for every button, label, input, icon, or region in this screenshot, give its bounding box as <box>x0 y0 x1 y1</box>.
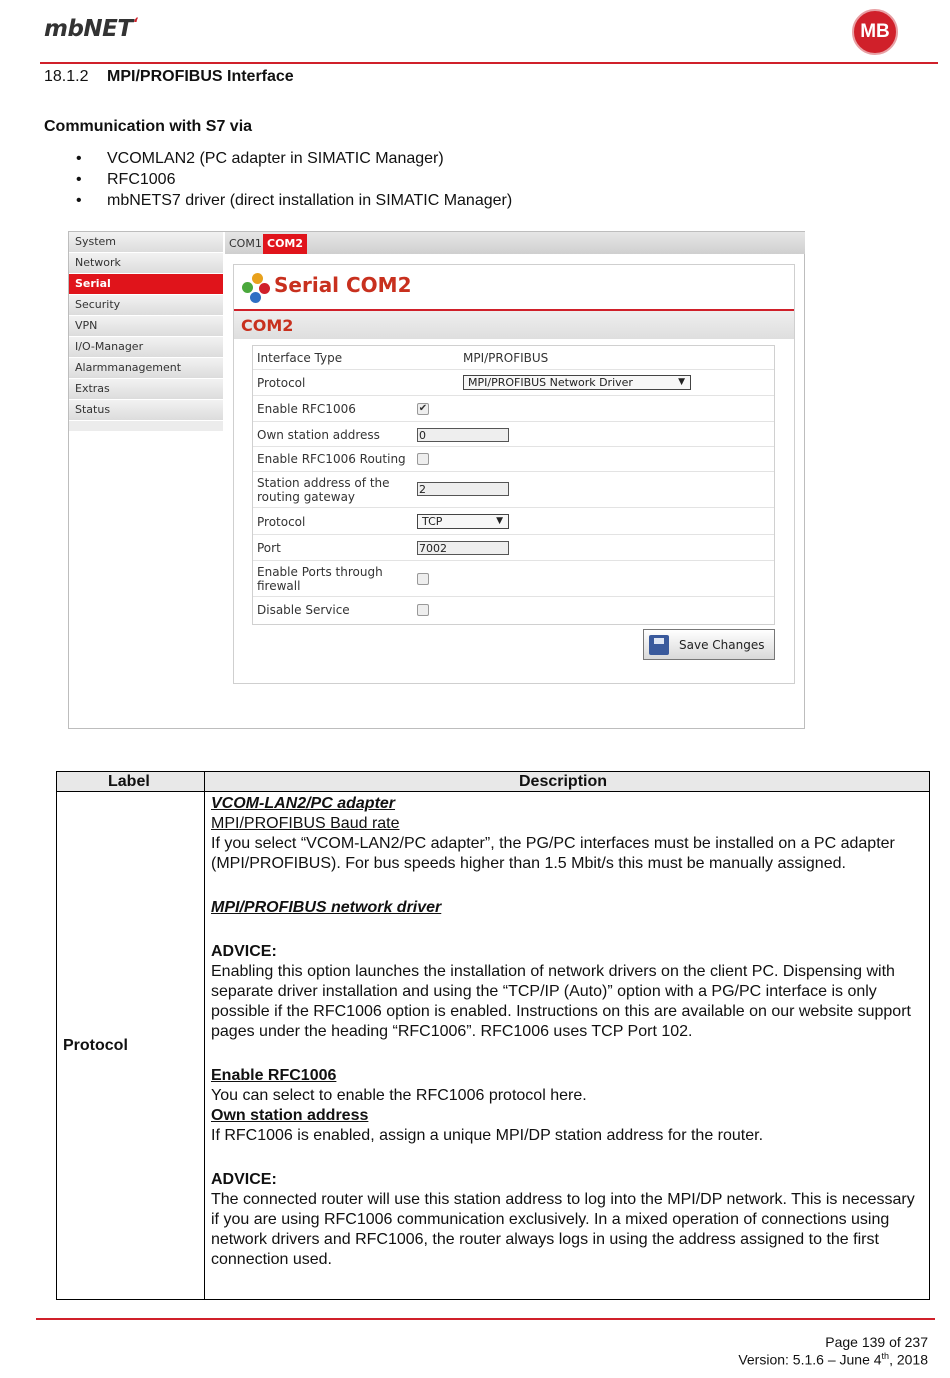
serial-settings-form <box>252 345 775 625</box>
desc-baud-rate: MPI/PROFIBUS Baud rate <box>211 815 400 832</box>
save-changes-button[interactable]: Save Changes <box>643 629 775 660</box>
firewall-checkbox[interactable] <box>417 573 429 585</box>
sidebar-item-system[interactable]: System <box>69 232 223 252</box>
form-row-routing-gateway <box>253 472 774 508</box>
tab-bar <box>225 232 805 254</box>
protocol-tcp-label: Protocol <box>257 515 306 529</box>
desc-advice-1: ADVICE: <box>211 943 277 960</box>
section-title: MPI/PROFIBUS Interface <box>107 68 294 85</box>
mb-badge-logo: MB <box>852 9 898 55</box>
save-icon <box>649 635 669 655</box>
description-cell <box>211 794 927 1270</box>
header-rule <box>40 62 938 64</box>
tab-com1[interactable]: COM1 <box>229 237 262 250</box>
desc-own-station-advice-text: The connected router will use this station address to log into the MPI/DP network. This is necessary if you are using RFC1006 communication exclusively. In a mixed operation of connections using network drivers and RFC1006, the router always logs in using the address assigned to the first connection used. <box>211 1191 915 1268</box>
header-description: Description <box>519 773 608 790</box>
desc-vcom-title: VCOM-LAN2/PC adapter <box>211 795 396 812</box>
disable-service-label: Disable Service <box>257 603 350 617</box>
desc-network-driver-text: Enabling this option launches the installation of network drivers on the client PC. Dispensing with separate driver installation and using the “TCP/IP (Auto)” option with a PG/PC interface is only possible if the RFC1006 option is enabled. Instructions on this are available on our website support pages under the heading “RFC1006”. RFC1006 uses TCP Port 102. <box>211 963 911 1040</box>
sidebar-item-serial[interactable]: Serial <box>69 274 223 294</box>
enable-routing-checkbox[interactable] <box>417 453 429 465</box>
enable-routing-label: Enable RFC1006 Routing <box>257 452 406 466</box>
own-station-input[interactable]: 0 <box>417 428 509 442</box>
sidebar-nav <box>69 232 223 431</box>
sidebar-item-extras[interactable]: Extras <box>69 379 223 399</box>
form-row-disable-service <box>253 597 774 624</box>
enable-rfc1006-checkbox[interactable]: ✔ <box>418 403 428 414</box>
desc-own-station-title: Own station address <box>211 1107 369 1124</box>
form-row-protocol-tcp <box>253 508 774 535</box>
panel-title: Serial COM2 <box>274 273 412 297</box>
protocol-label: Protocol <box>257 376 306 390</box>
port-input[interactable]: 7002 <box>417 541 509 555</box>
protocol-tcp-select[interactable]: TCP ▼ <box>417 514 509 529</box>
disable-service-checkbox[interactable] <box>417 604 429 616</box>
enable-rfc1006-label: Enable RFC1006 <box>257 402 356 416</box>
sidebar-item-status[interactable]: Status <box>69 400 223 420</box>
form-row-enable-rfc1006 <box>253 396 774 422</box>
table-header-row <box>57 772 929 792</box>
ui-screenshot <box>68 231 805 729</box>
footer-rule <box>36 1318 935 1320</box>
form-row-protocol <box>253 370 774 396</box>
intro-heading: Communication with S7 via <box>44 118 253 135</box>
routing-gateway-label: Station address of the routing gateway <box>257 476 390 504</box>
sidebar-item-alarmmanagement[interactable]: Alarmmanagement <box>69 358 223 378</box>
sidebar-filler <box>69 421 223 431</box>
serial-panel <box>233 264 795 684</box>
desc-network-driver-title: MPI/PROFIBUS network driver <box>211 899 442 916</box>
form-row-rfc1006-routing <box>253 447 774 472</box>
own-station-label: Own station address <box>257 428 380 442</box>
form-row-interface-type <box>253 346 774 370</box>
puzzle-icon <box>242 273 272 303</box>
panel-subtitle-bar <box>234 311 794 339</box>
tab-com2[interactable]: COM2 <box>263 234 307 254</box>
routing-gateway-input[interactable]: 2 <box>417 482 509 496</box>
desc-own-station-text: If RFC1006 is enabled, assign a unique MPI/DP station address for the router. <box>211 1127 764 1144</box>
dropdown-arrow-icon: ▼ <box>496 516 503 526</box>
form-row-firewall <box>253 561 774 597</box>
desc-enable-rfc1006-title: Enable RFC1006 <box>211 1067 337 1084</box>
version-info: Version: 5.1.6 – June 4th, 2018 <box>738 1351 928 1368</box>
protocol-select[interactable]: MPI/PROFIBUS Network Driver ▼ <box>463 375 691 390</box>
desc-advice-2: ADVICE: <box>211 1171 277 1188</box>
form-row-own-station <box>253 422 774 447</box>
dropdown-arrow-icon: ▼ <box>678 377 685 387</box>
description-table <box>56 771 930 1300</box>
row-label-protocol: Protocol <box>63 1037 128 1054</box>
sidebar-item-vpn[interactable]: VPN <box>69 316 223 336</box>
mbnet-logo: mbNET‘ <box>44 16 138 42</box>
sidebar-item-network[interactable]: Network <box>69 253 223 273</box>
firewall-label: Enable Ports through firewall <box>257 565 383 593</box>
table-column-divider <box>204 772 205 1299</box>
port-label: Port <box>257 541 281 555</box>
section-number: 18.1.2 <box>44 68 89 85</box>
desc-vcom-text: If you select “VCOM-LAN2/PC adapter”, the PG/PC interfaces must be installed on a PC adapter (MPI/PROFIBUS). For bus speeds higher than 1.5 Mbit/s this must be manually assigned. <box>211 835 895 872</box>
interface-type-label: Interface Type <box>257 351 343 365</box>
form-row-port <box>253 535 774 561</box>
desc-enable-rfc1006-text: You can select to enable the RFC1006 protocol here. <box>211 1087 587 1104</box>
page-number: Page 139 of 237 <box>825 1334 928 1350</box>
panel-subtitle: COM2 <box>241 316 294 335</box>
sidebar-item-security[interactable]: Security <box>69 295 223 315</box>
interface-type-value: MPI/PROFIBUS <box>463 351 549 365</box>
header-label: Label <box>108 773 150 790</box>
sidebar-item-io-manager[interactable]: I/O-Manager <box>69 337 223 357</box>
